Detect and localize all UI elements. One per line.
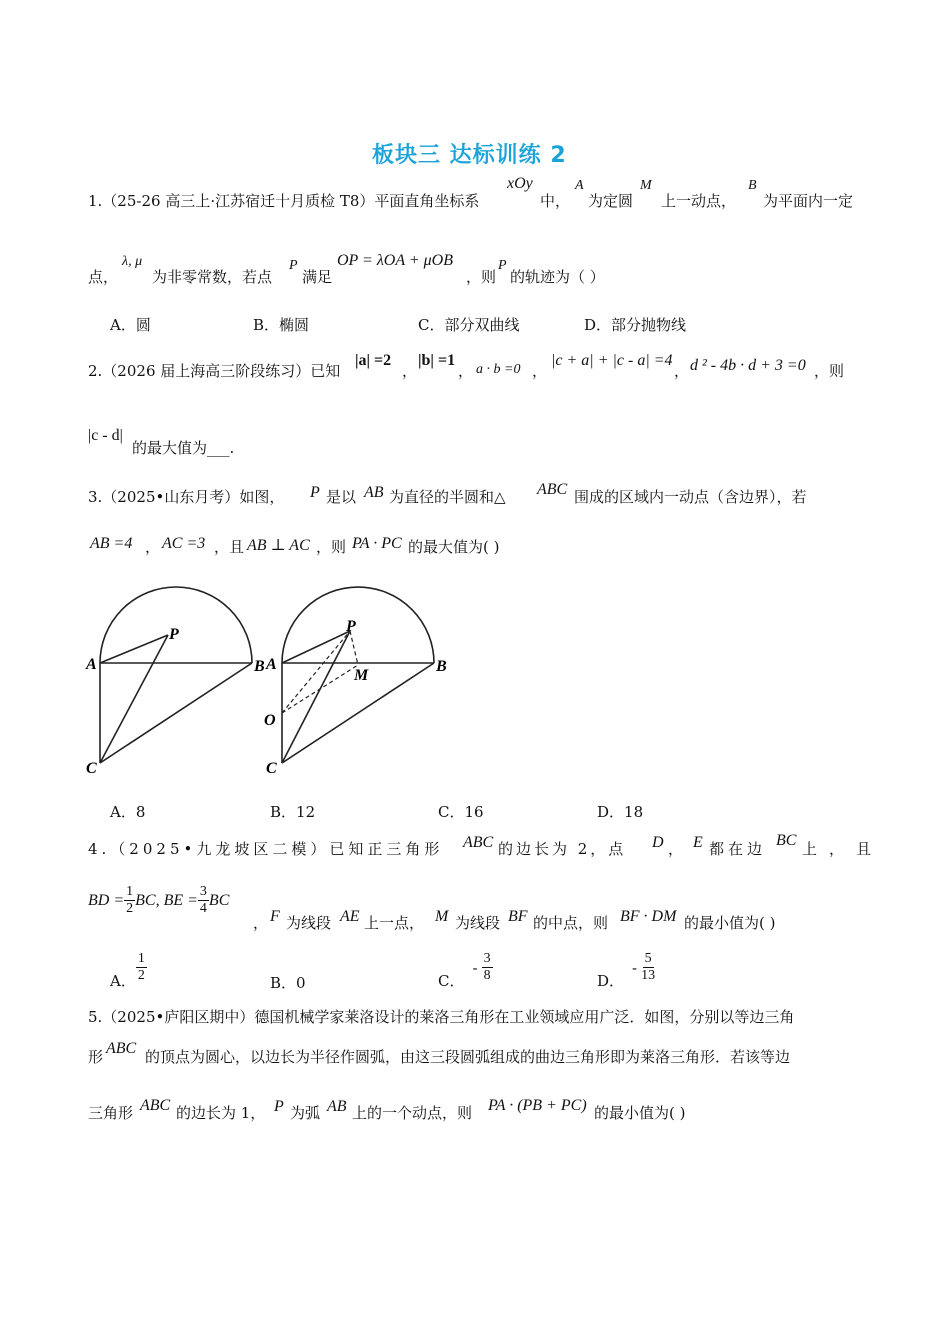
q1-xoy: xOy: [507, 175, 533, 192]
q4-t6: 上一点，: [364, 914, 425, 932]
q1-M: M: [640, 178, 652, 193]
q5-P: P: [274, 1098, 284, 1115]
q3-option-a: A．8: [110, 803, 146, 821]
q4-ABC: ABC: [463, 834, 494, 851]
q3-option-d: D．18: [597, 803, 644, 821]
q3-option-c: C．16: [438, 803, 484, 821]
q4-AE: AE: [340, 908, 360, 925]
q1-lambda-mu: λ, μ: [122, 254, 143, 269]
q4-frac-half: $\frac{1}{2}$: [126, 884, 134, 916]
q3-cond-ac: AC =3: [162, 535, 206, 552]
fig1-label-B: B: [254, 658, 265, 675]
q1-B: B: [748, 178, 757, 193]
q3-AB: AB: [364, 484, 384, 501]
q4-t4: ，: [253, 914, 269, 932]
q1-A: A: [575, 178, 584, 193]
q4-condition: [88, 884, 229, 917]
q4-t2: 都在边: [709, 840, 767, 858]
q3-figure-2: [264, 587, 447, 777]
q5-expr: PA · (PB + PC): [488, 1097, 587, 1114]
q3-t5: ，则: [316, 538, 347, 556]
q3-t1: 是以: [326, 488, 357, 506]
q3-t3: 围成的区域内一动点（含边界），若: [574, 488, 807, 506]
q2-prefix: 2.（2026 届上海高三阶段练习）已知: [88, 362, 341, 380]
q1-t7: 的轨迹为（ ）: [510, 268, 605, 286]
q4-t3: 上，且: [802, 840, 884, 858]
fig2-label-M: M: [354, 667, 369, 684]
q1-t2: 上一动点，: [661, 192, 737, 210]
q4-D: D: [652, 834, 664, 851]
q1-t5: 满足: [302, 268, 333, 286]
q4-frac-three-quarters: $\frac{3}{4}$: [199, 884, 207, 916]
q4-t5: 为线段: [286, 914, 332, 932]
q4-option-d: D． - $\frac{5}{13}$: [597, 951, 656, 990]
q4-option-b: B．0: [270, 974, 306, 992]
q5-l3c: 为弧: [290, 1104, 321, 1122]
q1-option-c: C．部分双曲线: [418, 316, 520, 334]
q5-l2b: 的顶点为圆心，以边长为半径作圆弧，由这三段圆弧组成的曲边三角形即为莱洛三角形．若该等边: [145, 1048, 791, 1066]
q1-t3: 为平面内一定: [763, 192, 854, 210]
q4-prefix: 4.（2025•九龙坡区二模）已知正三角形: [88, 840, 444, 858]
fig2-label-A: A: [266, 656, 277, 673]
q2-tail: 的最大值为___.: [132, 439, 235, 457]
q5-l2a: 形: [88, 1048, 104, 1066]
q1-option-a: A．圆: [110, 316, 151, 334]
q1-t6: ，则: [466, 268, 497, 286]
q4-t7: 为线段: [455, 914, 501, 932]
q4-option-a: A． $\frac{1}{2}$: [110, 951, 145, 990]
q4-t8: 的中点，则: [533, 914, 609, 932]
fig1-label-C: C: [86, 760, 97, 777]
q1-option-d: D．部分抛物线: [584, 316, 687, 334]
q4-t1: 的边长为 2，点: [498, 840, 627, 858]
q3-figure-1: [85, 587, 265, 777]
q3-expr: PA · PC: [352, 535, 402, 552]
q4-bc: BC: [208, 891, 230, 909]
q4-bc-be: BC, BE =: [135, 891, 198, 909]
q3-cond-ab: AB =4: [90, 535, 133, 552]
q4-M: M: [435, 908, 449, 925]
q4-E: E: [693, 834, 703, 851]
q5-arc-AB: AB: [327, 1098, 347, 1115]
q2-a: |a| =2: [355, 352, 392, 369]
q2-c-condition: |c + a| + |c - a| =4: [551, 352, 673, 369]
q4-option-c: C． - $\frac{3}{8}$: [438, 951, 491, 990]
q4-BF: BF: [508, 908, 528, 925]
q2-ab: a · b =0: [476, 362, 521, 377]
q5-line1: 5.（2025•庐阳区期中）德国机械学家莱洛设计的莱洛三角形在工业领域应用广泛．如图，分别以等边三角: [88, 1008, 795, 1026]
q1-line2a: 点，: [88, 268, 119, 286]
q1-t4: 为非零常数，若点: [152, 268, 273, 286]
q5-ABC: ABC: [106, 1040, 137, 1057]
q3-option-b: B．12: [270, 803, 316, 821]
q1-prefix: 1.（25-26 高三上·江苏宿迁十月质检 T8）平面直角坐标系: [88, 192, 480, 210]
q3-t4: ，且: [214, 538, 245, 556]
q1-t1: 为定圆: [588, 192, 634, 210]
fig2-label-O: O: [264, 712, 276, 729]
q2-c-minus-d: |c - d|: [88, 427, 123, 444]
q2-then: ，则: [814, 362, 845, 380]
fig1-label-A: A: [86, 656, 97, 673]
fig1-label-P: P: [169, 626, 179, 643]
fig2-label-B: B: [436, 658, 447, 675]
q4-expr: BF · DM: [620, 908, 677, 925]
q5-ABC2: ABC: [140, 1097, 171, 1114]
q3-t2: 为直径的半圆和△: [389, 488, 506, 506]
q3-figures: [80, 585, 470, 785]
q1-P: P: [289, 258, 298, 273]
q5-l3d: 上的一个动点，则: [352, 1104, 473, 1122]
fig2-label-C: C: [266, 760, 277, 777]
fig2-label-P: P: [346, 618, 356, 635]
q4-t9: 的最小值为( ): [684, 914, 776, 932]
q4-bd: BD =: [88, 891, 125, 909]
q5-l3a: 三角形: [88, 1104, 134, 1122]
q1-P2: P: [498, 258, 507, 273]
q4-BC: BC: [776, 832, 797, 849]
q3-ABC: ABC: [537, 481, 568, 498]
q3-t6: 的最大值为( ): [408, 538, 500, 556]
q4-F: F: [270, 908, 280, 925]
q1-equation: OP = λOA + μOB: [337, 252, 453, 269]
q1-option-b: B．椭圆: [253, 316, 310, 334]
q2-b: |b| =1: [418, 352, 456, 369]
q3-perp: AB ⊥ AC: [247, 537, 310, 554]
q5-l3b: 的边长为 1，: [176, 1104, 266, 1122]
page-title: 板块三 达标训练 2: [372, 143, 567, 168]
q3-prefix: 3.（2025•山东月考）如图，: [88, 488, 285, 506]
q2-d-condition: d ² - 4b · d + 3 =0: [690, 357, 806, 374]
q3-P: P: [310, 484, 320, 501]
q1-mid: 中，: [540, 192, 571, 210]
q5-l3e: 的最小值为( ): [594, 1104, 686, 1122]
semicircle-1: [100, 587, 252, 663]
